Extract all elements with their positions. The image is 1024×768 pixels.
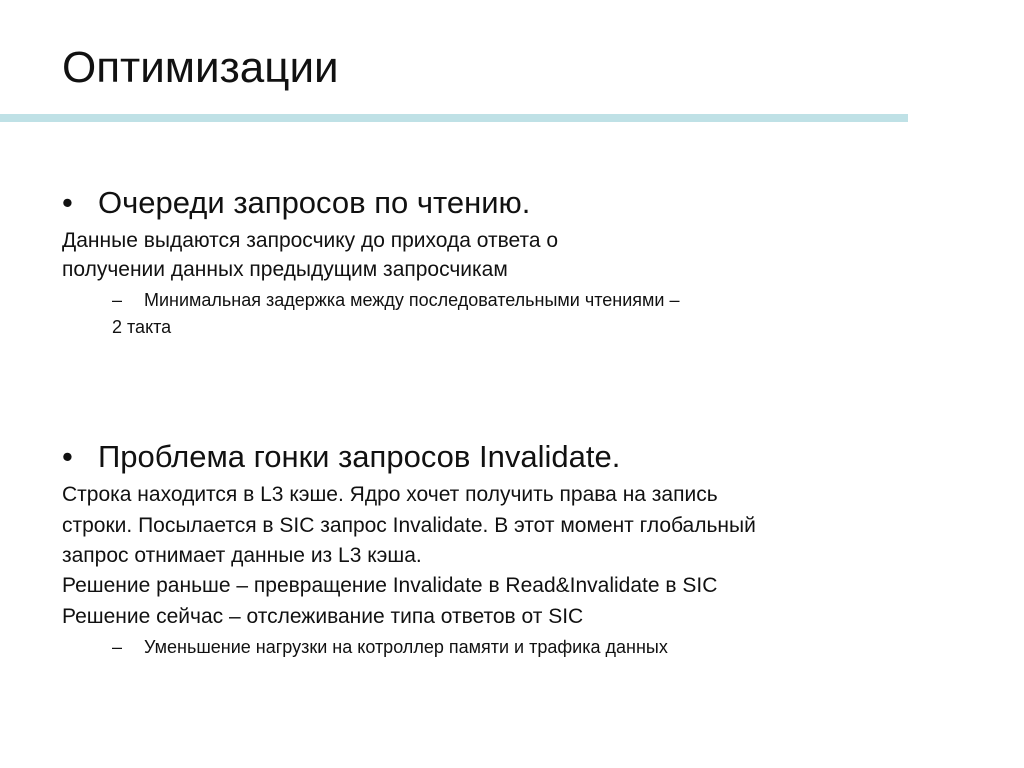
bullet-icon: •	[62, 185, 73, 220]
section1-line-1: Данные выдаются запросчику до прихода ответа о	[62, 229, 559, 252]
section1-heading-text: Очереди запросов по чтению.	[98, 185, 531, 220]
slide-title: Оптимизации	[62, 43, 339, 92]
section2-line-2: строки. Посылается в SIC запрос Invalidate. В этот момент глобальный	[62, 514, 756, 537]
section2-line-5: Решение сейчас – отслеживание типа ответов от SIC	[62, 605, 584, 628]
section2-heading	[62, 438, 620, 476]
section2-subitem-1	[112, 633, 668, 661]
section1-line-2: получении данных предыдущим запросчикам	[62, 258, 508, 281]
section2-heading-text: Проблема гонки запросов Invalidate.	[98, 439, 621, 474]
section1-heading	[62, 184, 530, 222]
section1-subitem-1-text: Минимальная задержка между последовательными чтениями –	[144, 290, 680, 310]
dash-icon: –	[112, 290, 123, 310]
section2-line-4: Решение раньше – превращение Invalidate в Read&Invalidate в SIC	[62, 574, 718, 597]
dash-icon: –	[112, 637, 123, 657]
section1-subitem-1-continuation: 2 такта	[112, 317, 172, 337]
section2-line-1: Строка находится в L3 кэше. Ядро хочет получить права на запись	[62, 483, 718, 506]
bullet-icon: •	[62, 439, 73, 474]
section1-subitem-1	[112, 286, 679, 314]
title-underline	[0, 114, 908, 122]
section2-line-3: запрос отнимает данные из L3 кэша.	[62, 544, 422, 567]
section2-subitem-1-text: Уменьшение нагрузки на котроллер памяти и трафика данных	[144, 637, 668, 657]
